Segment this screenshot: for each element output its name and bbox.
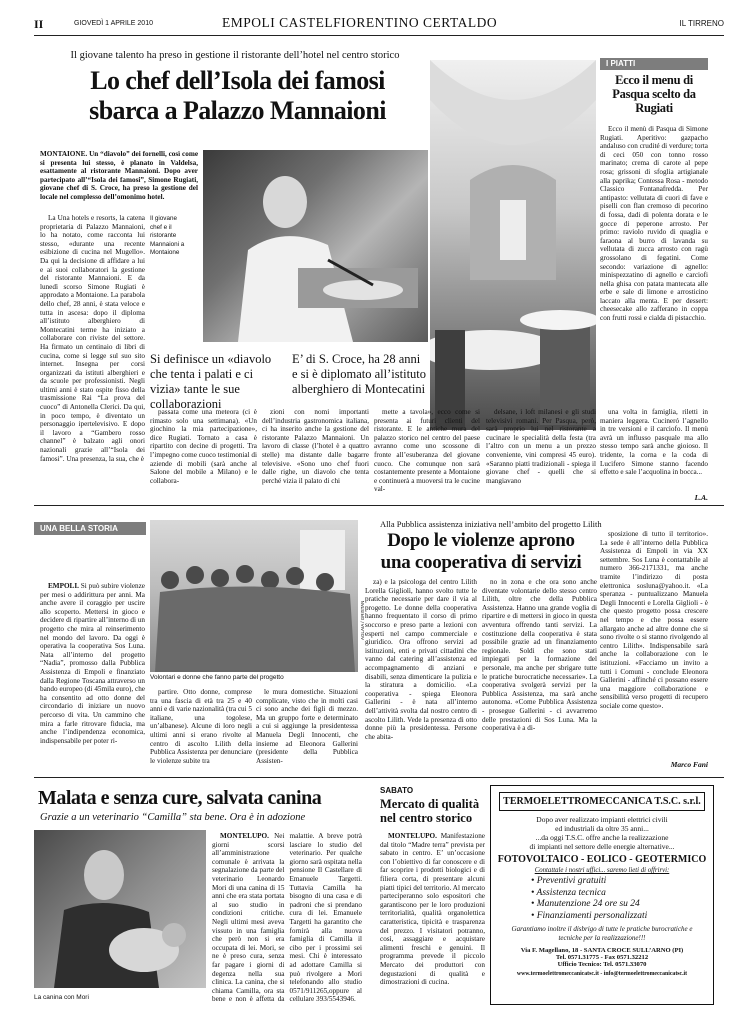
main-headline-line2: sbarca a Palazzo Mannaioni [89, 96, 386, 125]
main-col4 [374, 408, 480, 502]
article3-body [212, 832, 362, 1004]
article2-headline-line2: una cooperativa di servizi [380, 552, 582, 573]
article3-headline: Malata e senza cure, salvata canina [38, 787, 322, 809]
article4-body [380, 832, 485, 1004]
main-photo-caption: Il giovane chef e il ristorante Mannaioni a Montaione [150, 215, 185, 256]
article2-kicker: Alla Pubblica assistenza iniziativa nell’ambito del progetto Lilith [380, 519, 602, 529]
group-illustration [150, 520, 358, 672]
piatti-body-text: Ecco il menù di Pasqua di Simone Rugiati. Aperitivo: gazpacho andaluso con crudité di verdure; torta di ceci 050 con tonno rosso marinato; crema di carote al pepe rosa; grissoni di sfoglia artigianale alla paprika; Contessa Rosa - metodo Classico Fontanafredda. Per antipasto: vellutata di cuori di fave e piselli con flan cremoso di pecorino di fossa, dadi di polenta dorata e le gocce di peperone arrosto. Per primo: raviolo ruvido di quaglia e faraona al burro di lavanda su vellutata di zucca arrosto con ragù grossolano di fegatini. Come secondo: variazione di agnello: minispezzatino di agnello e carciofi nella ghisa con patata mantecata alle erbe e sale di limone e arrosticino laccato alla menta. E per dessert: cheesecake allo zafferano in coppa con frutti rossi e cialda di pistacchio. [600, 125, 708, 323]
main-col6 [600, 408, 708, 492]
main-col1 [40, 214, 145, 502]
advert-line1: Dopo aver realizzato impianti elettrici civili [536, 815, 668, 824]
main-kicker: Il giovane talento ha preso in gestione il ristorante dell’hotel nel centro storico [70, 50, 400, 61]
article2-signature: Marco Fani [670, 760, 708, 769]
advert-company: TERMOELETTROMECCANICA T.S.C. s.r.l. [499, 792, 705, 811]
article2-col6 [600, 530, 708, 760]
chef-illustration [203, 150, 428, 342]
main-col5 [486, 408, 596, 502]
article4-body-text: Manifestazione dal titolo “Madre terra” prevista per sabato in centro. E’ un’occasione con l’obiettivo di far conoscere e di far scoprire i prodotti biologici e di filiera corta, di presentare alcuni piatti tipici del territorio. Al mercato parteciperanno solo espositori che garantiscono per le loro produzioni territorialità, qualità organolettica caratteristica, tipicità e trasparenza del prezzo. I visitatori potranno, così, assaggiare e acquistare alimenti freschi e genuini. Il programma prevede il piccolo Mercato dei produttori con degustazioni di qualità e dimostrazioni di cucina. [380, 832, 485, 987]
article2-col1-body: Si può subire violenze per mesi o addirittura per anni. Ma anche avere il coraggio per uscire allo scoperto. Mettersi in gioco e decidere di ripartire all’interno di un progetto che mira al reinserimento nel mondo del lavoro. Da oggi è operativa la cooperativa Sos Luna. Nata all’interno del progetto “Nadia”, promosso dalla Pubblica Assistenza di Empoli e finanziato dalla Regione Toscana attraverso un bando europeo (di 45mila euro), che ha consentito ad otto donne del circondario di iniziare un nuovo percorso di vita. Un cammino che mira a farle ritrovare fiducia, ma anche l’indipendenza economica, indispensabile per poter ri- [40, 582, 145, 745]
article2-tag: UNA BELLA STORIA [34, 522, 146, 535]
advert-offer: • Assistenza tecnica [531, 887, 606, 898]
advert-address: Via F. Magellano, 18 - SANTA CROCE SULL’ARNO (PI) [520, 947, 684, 954]
article3-subhead: Grazie a un veterinario “Camilla” sta bene. Ora è in adozione [40, 812, 306, 823]
article2-lead-place: EMPOLI. [48, 582, 79, 590]
article2-col6-text: sposizione di tutto il territorio». La sede è all’interno della Pubblica Assistenza di Empoli in via XX settembre. Sos Luna è contattabile al numero 366-2171331, ma anche tramite l’indirizzo di posta elettronica sosluna@yahoo.it. «La speranza - puntualizzano Manuela Degli Innocenti e Lorella Giglioli - è che questo progetto possa crescere nel tempo e che possa essere allargato anche ad altre donne che si sono rivolte o si stanno rivolgendo al centro Lilith». Indispensabile sarà anche la collaborazione con le istituzioni. «Facciamo un invito a tutti i Comuni - conclude Eleonora Gallerini - affinché ci possano essere una maggiore collaborazione e sensibilità verso progetti di recupero sociale come questo». [600, 530, 708, 710]
main-col2-text: passata come una meteora (ci è rimasto solo una settimana). «Un giochino la mia partecipazione», dice Rugiati. Tornato a casa è ripartito con decine di progetti. Tra l’impegno come cuoco testimonial di aziende di mobili (sarà anche al Salone del mobile a Milano) e le collabora- [150, 408, 257, 485]
main-col1-text: La Una hotels e resorts, la catena proprietaria di Palazzo Mannaioni, lo ha notato, come racconta lui stesso, «durante una recente esibizione di cucina nel Mugello». Da qui la decisione di affidare a lui e ai suoi collaboratori la gestione del ristorante Mannaioni. E da lunedì scorso Simone Rugiati è approdato a Montaione. La parabola dello chef, 28 anni, è stata veloce e tutta in ascesa: dopo il diploma all’istituto alberghiero di Montecatini terme ha iniziato a collaborare con riviste del settore. Ha firmato un centinaio di libri di cucina, come si legge sul suo sito internet. Insegna per corsi organizzati da istituti alberghieri e da scuole per professionisti. Negli ultimi anni è stato ospite fisso della trasmissione Rai “La prova del cuoco” di Antonella Clerici. Da qui, in poco tempo, è diventato un personaggio ipertelevisivo. E dopo il lavoro a “Gambero rosso channel” è balzato agli onori nazionali grazie all’“Isola dei famosi”. Una presenza, la sua, che è [40, 214, 145, 463]
article4-lead-place: MONTELUPO. [388, 832, 437, 840]
header-rule [34, 35, 724, 36]
advert-office: Ufficio Tecnico: Tel. 0571.33070 [557, 961, 647, 968]
advert-offer: • Preventivi gratuiti [531, 876, 607, 886]
article2-col2-text: partire. Otto donne, comprese tra una fascia di età tra 25 e 40 anni e di varie nazionalità (tra cui 5 italiane, una togolese, un’albanese). Alcune di loro negli ultimi anni si erano rivolte al centro di ascolto Lilith della Pubblica Assistenza per denunciare le violenze subite tra [150, 688, 252, 765]
main-col3-text: zioni con nomi importanti dell’industria gastronomica italiana, ci ha inserito anche la gestione del ristorante Palazzo Mannaioni. Un lavoro di classe (l’hotel è a quattro stelle) ma distante dalle bagarre televisive. «Sono uno chef fuori dalle righe, un diavolo che tenta perché vizia il palato di chi [262, 408, 369, 485]
dog-photo [34, 830, 206, 988]
restaurant-illustration [430, 60, 596, 430]
advert-phone: Tel. 0571.31775 - Fax 0571.32212 [555, 954, 649, 961]
pull-quote-right: E’ di S. Croce, ha 28 anni e si è diplomato all’istituto alberghiero di Montecatini [292, 352, 427, 396]
article2-col5-text: no in zona e che ora sono anche diventate volontarie dello stesso centro Lilith, oltre che della Pubblica Assistenza. Hanno una grande voglia di ripartire e di mettersi in gioco in questa avventura offrendo tanti servizi. La costituzione della cooperativa è stata possibile grazie ad un finanziamento regionale. Soldi che sono stati impiegati per la formazione del personale, ma anche per sbrigare tutte le pratiche burocratiche necessarie». La cooperativa svolgerà servizi per la Pubblica Assistenza, ma sarà anche autonoma. «Come Pubblica Assistenza - prosegue Gallerini - ci avvarremo delle prestazioni di Sos Luna. Ma la cooperativa è a di- [482, 578, 597, 733]
dog-illustration [34, 830, 206, 988]
article3-lead-place: MONTELUPO. [220, 832, 269, 840]
header-date: GIOVEDÌ 1 APRILE 2010 [74, 20, 153, 27]
advert-offer: • Manutenzione 24 ore su 24 [531, 899, 640, 909]
advert-sectors: FOTOVOLTAICO - EOLICO - GEOTERMICO [497, 854, 707, 865]
advert-contact-call: Contattale i nostri uffici... saremo lieti di offrirvi: [534, 867, 670, 874]
article2-col3-text: le mura domestiche. Situazioni complicate, visto che in molti casi ci sono anche dei figli di mezzo. Ma un gruppo forte e determinato a cui si aggiunge la presidentessa Manuela Degli Innocenti, che insieme ad Eleonora Gallerini (presidente della Pubblica Assisten- [256, 688, 358, 765]
article4-headline: Mercato di qualità nel centro storico [380, 797, 480, 825]
section-title: EMPOLI CASTELFIORENTINO CERTALDO [222, 15, 498, 30]
article4-text [380, 832, 485, 987]
article2-col1-text [40, 582, 145, 745]
main-col4-text: mette a tavola», ecco come si presenta ai futuri clienti del ristorante. E le antiche mura del palazzo storico nel centro del paese avranno come uno scossone di fronte all’esuberanza del giovane cuoco. Che comunque non sarà costantemente presente a Montaione e continuerà a muoversi tra le cucine val- [374, 408, 480, 494]
advert-offers [491, 876, 713, 922]
group-photo-caption: Volontari e donne che fanno parte del progetto [150, 674, 284, 681]
restaurant-photo [430, 60, 596, 430]
main-col6-text: una volta in famiglia, riletti in maniera leggera. Cucineró l’agnello in tre versioni e il carciofo. Il menù avrà un influsso pasquale ma allo stesso tempo sarà anche gioioso. Il tridente, la corna e la coda di Lucifero Simone stanno facendo effetto e sale l’acquolina in bocca... [600, 408, 708, 477]
article2-col5 [482, 578, 597, 772]
main-headline [40, 66, 435, 126]
group-photo [150, 520, 358, 672]
article2-headline [365, 530, 597, 574]
main-signature: L.A. [694, 493, 708, 502]
article2-col2 [150, 688, 252, 772]
advert-line2: ed industriali da oltre 35 anni... [555, 824, 649, 833]
main-headline-line1: Lo chef dell’Isola dei famosi [90, 66, 385, 95]
main-lead [40, 150, 198, 214]
article3-body-text: Nei giorni scorsi all’amministrazione comunale è arrivata la segnalazione da parte del veterinario Leonardo Mori di una canina di 15 anni che era stata portata al suo studio in condizioni critiche. Negli ultimi mesi aveva vissuto in una famiglia che però non si era occupata di lei. Mori, se ne è preso cura, senza far pagare i giorni di degenza nella sua clinica. La canina, che si chiama Camilla, ora sta bene e non è affetta da malattie. A breve potrà lasciare lo studio del veterinario. Per qualche giorno sarà ospitata nella pensione Il Castellare di Emanuele Targetti. Tuttavia Camilla ha bisogno di una casa e di padroni che si prendano cura di lei. Emanuele Targetti ha garantito che fornirà alla nuova famiglia di Camilla il cibo per i prossimi sei mesi. Chi è interessato ad adottare Camilla si può rivolgere a Mori telefonando allo studio 0571/911265,oppure al cellulare 393/5543946. [212, 832, 362, 1004]
advert-line4: di impianti nel settore delle energie alternative... [529, 842, 675, 851]
piatti-body [600, 125, 708, 400]
article3-text [212, 832, 362, 1004]
piatti-headline: Ecco il menu di Pasqua scelto da Rugiati [612, 73, 696, 115]
main-lead-place: MONTAIONE. [40, 150, 88, 158]
article4-tag: SABATO [380, 786, 414, 795]
main-col2 [150, 408, 257, 502]
advert-guarantee: Garantiamo inoltre il disbrigo di tutte le pratiche burocratiche e tecniche per la realizzazione!!! [511, 925, 693, 942]
page-number: II [34, 17, 44, 31]
main-col3 [262, 408, 369, 502]
main-col5-text: delsane, i loft milanesi e gli studi televisivi romani. Per Pasqua, però, sarà proprio lui nel ristorante a cucinare le specialità della festa (tra l’altro con un menu a un prezzo conveniente, vini compresi 45 euro). «Saranno piatti tradizionali - spiega il giovane chef - quelli che si mangiavano [486, 408, 596, 485]
article2-headline-line1: Dopo le violenze aprono [387, 530, 575, 551]
dog-photo-caption: La canina con Mori [34, 994, 89, 1001]
section-rule-2 [34, 777, 724, 778]
main-lead-text: Un “diavolo” dei fornelli, così come si presenta lui stesso, è planato in Valdelsa, esattamente al ristorante Mannaioni. Dopo aver partecipato all’“Isola dei famosi”, Simone Rugiati, giovane chef di S. Croce, ha preso la gestione del locale nel complesso dell’omonimo hotel. [40, 150, 198, 201]
article2-col3 [256, 688, 358, 772]
page-header [34, 12, 724, 34]
piatti-tag: I PIATTI [600, 58, 708, 70]
pull-quote-left: Si definisce un «diavolo che tenta i palati e ci vizia» tante le sue collaborazioni [150, 352, 272, 411]
advert-offer: • Finanziamenti personalizzati [531, 910, 648, 921]
section-rule-1 [34, 505, 724, 506]
advert-line3: ...da oggi T.S.C. offre anche la realizzazione [535, 833, 669, 842]
newspaper-name: IL TIRRENO [679, 19, 724, 28]
advert-web: www.termoelettromeccanicatsc.it - info@termoelettromeccanicatsc.it [516, 971, 688, 977]
article2-col4-text: za) e la psicologa del centro Lilith Lorella Gigliolì, hanno svolto tutte le pratiche necessarie per dare il via al progetto. Le donne della cooperativa hanno frequentato il corso di primo soccorso e preso parte a lezioni con esperti nel campo commerciale e giuridico. Ora offrono servizi ad istituzioni, enti e privati cittadini che vanno dal catering all’assistenza ed accompagnamento di anziani e disabili, senza dimenticare la pulizia e la stiratura a domicilio. «La cooperativa - spiega Eleonora Gallerini - è nata all’interno dell’attività svolta dal nostro centro di ascolto Lilith. Vede la presenza di otto donne più la presidentessa. Persone che abita- [365, 578, 477, 741]
group-photo-credit: AGLAIA / GRISTAN [360, 600, 365, 640]
article2-col4 [365, 578, 477, 772]
chef-photo [203, 150, 428, 342]
advert-box [490, 785, 714, 1005]
article2-col1 [40, 582, 145, 772]
